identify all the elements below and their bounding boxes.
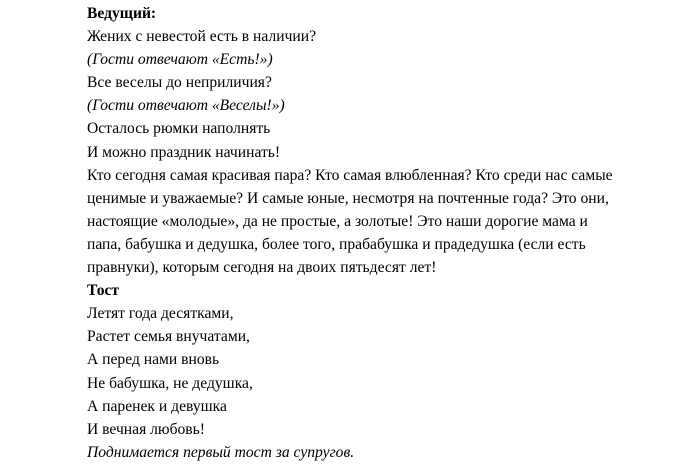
host-line: И можно праздник начинать! <box>87 143 281 161</box>
toast-line: А перед нами вновь <box>87 351 220 369</box>
toast-line: Растет семья внучатами, <box>87 328 250 346</box>
toast-line: Летят года десятками, <box>87 305 234 323</box>
paragraph-line: папа, бабушка и дедушка, более того, прабабушка и прадедушка (если есть <box>87 235 586 253</box>
closing-note: Поднимается первый тост за супругов. <box>87 443 355 461</box>
heading-host: Ведущий: <box>87 5 157 22</box>
guest-response: (Гости отвечают «Есть!») <box>87 51 273 69</box>
intro-paragraph <box>87 164 687 279</box>
paragraph-line: правнуки), которым сегодня на двоих пятьдесят лет! <box>87 259 437 277</box>
heading-toast: Тост <box>87 282 120 300</box>
guest-response: (Гости отвечают «Веселы!») <box>87 97 285 115</box>
paragraph-line: ценимые и уважаемые? И самые юные, несмотря на почтенные года? Это они, <box>87 189 609 207</box>
toast-line: И вечная любовь! <box>87 420 205 438</box>
toast-line: Не бабушка, не дедушка, <box>87 374 253 392</box>
toast-line: А паренек и девушка <box>87 397 227 415</box>
host-line: Жених с невестой есть в наличии? <box>87 28 317 46</box>
paragraph-line: Кто сегодня самая красивая пара? Кто самая влюбленная? Кто среди нас самые <box>87 166 613 184</box>
document-body <box>87 2 687 464</box>
host-line: Осталось рюмки наполнять <box>87 120 271 138</box>
paragraph-line: настоящие «молодые», да не простые, а золотые! Это наши дорогие мама и <box>87 212 588 230</box>
host-line: Все веселы до неприличия? <box>87 74 272 92</box>
